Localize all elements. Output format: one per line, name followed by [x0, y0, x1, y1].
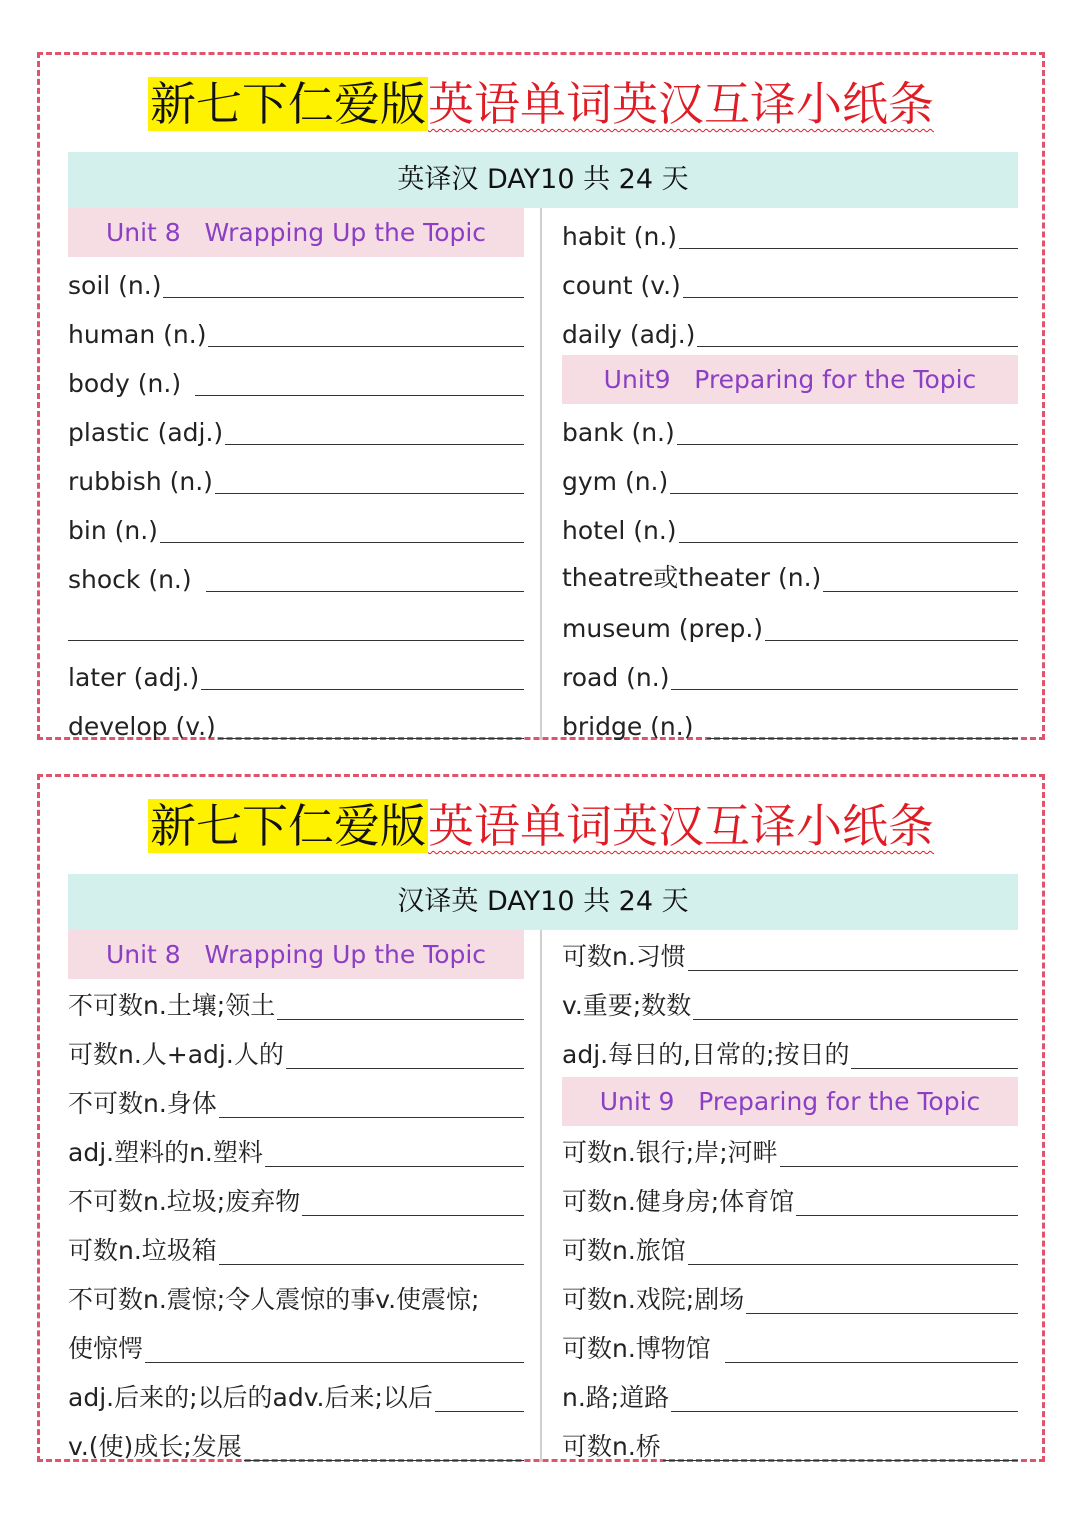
vocab-row [562, 1273, 1018, 1322]
vocab-row [68, 1420, 524, 1469]
vocab-row [68, 698, 524, 747]
vocab-row [68, 1175, 524, 1224]
vocab-word: rubbish (n.) [68, 467, 213, 496]
answer-blank[interactable] [683, 297, 1018, 298]
answer-blank[interactable] [677, 444, 1018, 445]
card-title [40, 69, 1042, 139]
answer-blank[interactable] [688, 970, 1018, 971]
vocab-word: 可数n.习惯 [562, 942, 686, 971]
vocab-row [68, 1322, 524, 1371]
vocab-row [562, 208, 1018, 257]
vocab-row [562, 306, 1018, 355]
vocab-row [562, 979, 1018, 1028]
vocab-row [562, 1126, 1018, 1175]
answer-blank[interactable] [201, 689, 524, 690]
vocab-word: 不可数n.垃圾;废弃物 [68, 1187, 301, 1216]
vocab-word: 可数n.旅馆 [562, 1236, 686, 1265]
answer-blank[interactable] [277, 1019, 524, 1020]
vocab-word: adj.后来的;以后的adv.后来;以后 [68, 1383, 433, 1412]
vocab-word: soil (n.) [68, 271, 162, 300]
vocab-word: habit (n.) [562, 222, 678, 251]
vocab-word: bridge (n.) [562, 712, 694, 741]
vocab-row [68, 1077, 524, 1126]
vocab-word: body (n.) [68, 369, 182, 398]
answer-blank[interactable] [780, 1166, 1018, 1167]
vocab-word: 不可数n.土壤;领土 [68, 991, 276, 1020]
vocab-word: road (n.) [562, 663, 670, 692]
vocab-word: daily (adj.) [562, 320, 696, 349]
unit-heading: Unit 9 Preparing for the Topic [562, 1077, 1018, 1126]
vocab-word: 可数n.健身房;体育馆 [562, 1187, 795, 1216]
vocab-row [68, 453, 524, 502]
vocab-word: 可数n.戏院;剧场 [562, 1285, 745, 1314]
vocab-word: adj.塑料的n.塑料 [68, 1138, 263, 1167]
vocab-row [562, 257, 1018, 306]
unit-heading: Unit 8 Wrapping Up the Topic [68, 208, 524, 257]
answer-blank[interactable] [435, 1411, 524, 1412]
vocab-row [68, 1028, 524, 1077]
answer-blank[interactable] [765, 640, 1018, 641]
vocab-word: 可数n.博物馆 [562, 1334, 711, 1363]
vocab-row [68, 257, 524, 306]
answer-blank[interactable] [225, 444, 524, 445]
answer-blank[interactable] [219, 1117, 524, 1118]
vocab-row [68, 1126, 524, 1175]
vocab-word: plastic (adj.) [68, 418, 224, 447]
answer-blank[interactable] [679, 542, 1018, 543]
title-highlight: 新七下仁爱版 [150, 77, 426, 131]
unit-heading: Unit9 Preparing for the Topic [562, 355, 1018, 404]
vocab-row [562, 600, 1018, 649]
vocab-row [562, 698, 1018, 747]
answer-blank[interactable] [163, 297, 524, 298]
vocab-word: 不可数n.震惊;令人震惊的事v.使震惊; [68, 1285, 480, 1314]
answer-blank[interactable] [671, 1411, 1018, 1412]
vocab-row [68, 306, 524, 355]
vocab-row [562, 930, 1018, 979]
vocab-row [68, 404, 524, 453]
vocab-row [562, 502, 1018, 551]
right-column [562, 930, 1018, 1469]
answer-blank[interactable] [215, 493, 524, 494]
vocab-row [562, 1175, 1018, 1224]
answer-blank[interactable] [746, 1313, 1018, 1314]
worksheet-card-english-to-chinese [37, 52, 1045, 740]
answer-blank[interactable] [218, 738, 524, 739]
vocab-word: human (n.) [68, 320, 207, 349]
left-column [68, 208, 524, 747]
vocab-row [562, 453, 1018, 502]
answer-blank[interactable] [663, 1460, 1018, 1461]
title-rest: 英语单词英汉互译小纸条 [428, 77, 934, 131]
worksheet-card-chinese-to-english [37, 774, 1045, 1462]
vocab-row [562, 649, 1018, 698]
vocab-row [562, 1224, 1018, 1273]
answer-blank[interactable] [206, 591, 524, 592]
answer-blank[interactable] [265, 1166, 524, 1167]
card-title [40, 791, 1042, 861]
vocab-row [562, 551, 1018, 600]
vocab-row [68, 600, 524, 649]
vocab-row [68, 979, 524, 1028]
unit-heading: Unit 8 Wrapping Up the Topic [68, 930, 524, 979]
answer-blank[interactable] [688, 1264, 1018, 1265]
vocab-word: v.(使)成长;发展 [68, 1432, 242, 1461]
answer-blank[interactable] [244, 1460, 524, 1461]
vocab-word: 使惊愕 [68, 1334, 144, 1363]
answer-blank[interactable] [219, 1264, 524, 1265]
vocab-word: n.路;道路 [562, 1383, 670, 1412]
vocab-word: 可数n.银行;岸;河畔 [562, 1138, 778, 1167]
right-column [562, 208, 1018, 747]
vocab-row [562, 1028, 1018, 1077]
vocab-row [68, 502, 524, 551]
answer-blank[interactable] [823, 591, 1018, 592]
vocab-row [562, 1322, 1018, 1371]
vocab-word: later (adj.) [68, 663, 200, 692]
column-divider [540, 930, 542, 1462]
vocab-word: develop (v.) [68, 712, 216, 741]
vocab-word: 可数n.桥 [562, 1432, 661, 1461]
answer-blank[interactable] [68, 640, 524, 641]
vocab-row [68, 649, 524, 698]
vocab-word: museum (prep.) [562, 614, 764, 643]
vocab-row [562, 404, 1018, 453]
day-header: 汉译英 DAY10 共 24 天 [68, 874, 1018, 930]
vocab-row [562, 1420, 1018, 1469]
vocab-word: adj.每日的,日常的;按日的 [562, 1040, 850, 1069]
answer-blank[interactable] [851, 1068, 1018, 1069]
vocab-row [68, 355, 524, 404]
vocab-row [68, 1273, 524, 1322]
answer-blank[interactable] [208, 346, 524, 347]
answer-blank[interactable] [697, 346, 1018, 347]
vocab-word: 可数n.垃圾箱 [68, 1236, 217, 1265]
vocab-word: v.重要;数数 [562, 991, 692, 1020]
vocab-row [68, 1224, 524, 1273]
answer-blank[interactable] [693, 1019, 1018, 1020]
answer-blank[interactable] [725, 1362, 1018, 1363]
answer-blank[interactable] [195, 395, 524, 396]
answer-blank[interactable] [670, 493, 1018, 494]
vocab-word: hotel (n.) [562, 516, 677, 545]
vocab-word: bank (n.) [562, 418, 675, 447]
column-divider [540, 208, 542, 740]
answer-blank[interactable] [707, 738, 1018, 739]
vocab-row [68, 1371, 524, 1420]
vocab-word: shock (n.) [68, 565, 192, 594]
vocab-word: count (v.) [562, 271, 681, 300]
vocab-word: gym (n.) [562, 467, 669, 496]
answer-blank[interactable] [145, 1362, 524, 1363]
answer-blank[interactable] [302, 1215, 524, 1216]
answer-blank[interactable] [796, 1215, 1018, 1216]
answer-blank[interactable] [160, 542, 524, 543]
vocab-row [562, 1371, 1018, 1420]
title-highlight: 新七下仁爱版 [150, 799, 426, 853]
vocab-word: 不可数n.身体 [68, 1089, 217, 1118]
answer-blank[interactable] [679, 248, 1018, 249]
left-column [68, 930, 524, 1469]
answer-blank[interactable] [671, 689, 1018, 690]
vocab-word: 可数n.人+adj.人的 [68, 1040, 284, 1069]
vocab-word: theatre或theater (n.) [562, 563, 822, 592]
vocab-row [68, 551, 524, 600]
title-rest: 英语单词英汉互译小纸条 [428, 799, 934, 853]
vocab-word: bin (n.) [68, 516, 158, 545]
answer-blank[interactable] [286, 1068, 524, 1069]
day-header: 英译汉 DAY10 共 24 天 [68, 152, 1018, 208]
